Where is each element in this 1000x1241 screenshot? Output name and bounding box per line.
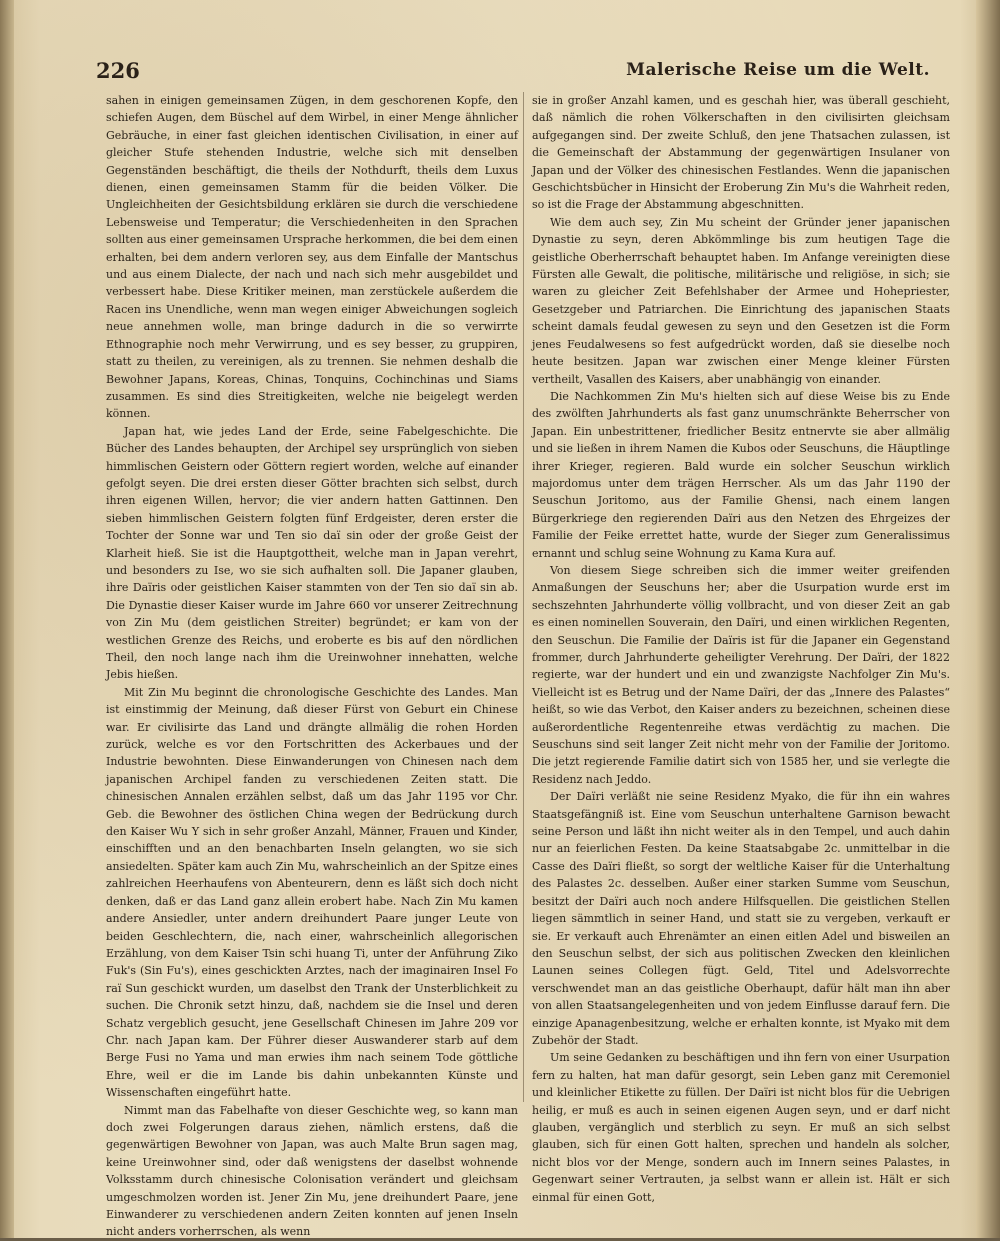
paragraph: sahen in einigen gemeinsamen Zügen, in dem geschorenen Kopfe, den schiefen Augen, dem Büschel auf dem Wirbel, in einer Menge ähnlicher Gebräuche, in einer fast gleichen identischen Civilisation, in einer auf gleicher Stufe stehenden Industrie, welche sich mit denselben Gegenständen beschäftigt, die theils der Nothdurft, theils dem Luxus dienen, einen gemeinsamen Stamm für die beiden Völker. Die Ungleichheiten der Gesichtsbildung erklären sie durch die verschiedene Lebensweise und Temperatur; die Verschiedenheiten in den Sprachen sollten aus einer gemeinsamen Ursprache herkommen, die bei dem einen erhalten, bei dem andern verloren sey, aus dem Einfalle der Mantschus und aus einem Dialecte, der nach und nach sich mehr ausgebildet und verbessert habe. Diese Kritiker meinen, man zerstückele außerdem die Racen ins Unendliche, wenn man wegen einiger Abweichungen sogleich neue annehmen wolle, man bringe dadurch in die so verwirrte Ethnographie noch mehr Verwirrung, und es sey besser, zu gruppiren, statt zu theilen, zu vereinigen, als zu trennen. Sie nehmen deshalb die Bewohner Japans, Koreas, Chinas, Tonquins, Cochinchinas und Siams zusammen. Es sind dies Streitigkeiten, welche nie beigelegt werden können. (106, 94, 518, 421)
paragraph: Wie dem auch sey, Zin Mu scheint der Gründer jener japanischen Dynastie zu seyn, deren Abkömmlinge bis zum heutigen Tage die geistliche Oberherrschaft behauptet haben. Im Anfange vereinigten diese Fürsten alle Gewalt, die politische, militärische und religiöse, in sich; sie waren zu gleicher Zeit Befehlshaber der Armee und Hohepriester, Gesetzgeber und Patriarchen. Die Einrichtung des japanischen Staats scheint damals feudal gewesen zu seyn und den Gesetzen ist die Form jenes Feudalwesens so fest aufgedrückt worden, daß sie dieselbe noch heute besitzen. Japan war zwischen einer Menge kleiner Fürsten vertheilt, Vasallen des Kaisers, aber unabhängig von einander. (532, 215, 950, 386)
left-column (106, 92, 518, 1239)
page-header (90, 56, 950, 86)
right-column (532, 92, 950, 1204)
paragraph: sie in großer Anzahl kamen, und es geschah hier, was überall geschieht, daß nämlich die rohen Völkerschaften in den civilisirten gleichsam aufgegangen sind. Der zweite Schluß, den jene Thatsachen zulassen, ist die Gemeinschaft der Abstammung der gegenwärtigen Insulaner von Japan und der Völker des chinesischen Festlandes. Wenn die japanischen Geschichtsbücher in Hinsicht der Eroberung Zin Mu's die Wahrheit reden, so ist die Frage der Abstammung abgeschnitten. (532, 94, 950, 212)
paragraph: Die Nachkommen Zin Mu's hielten sich auf diese Weise bis zu Ende des zwölften Jahrhunderts als fast ganz unumschränkte Beherrscher von Japan. Ein unbestrittener, friedlicher Besitz entnervte sie aber allmälig und sie ließen in ihrem Namen die Kubos oder Seuschuns, die Häuptlinge ihrer Krieger, regieren. Bald wurde ein solcher Seuschun wirklich majordomus unter dem trägen Herrscher. Als um das Jahr 1190 der Seuschun Joritomo, aus der Familie Ghensi, nach einem langen Bürgerkriege den regierenden Daïri aus den Netzen des Ehrgeizes der Familie der Feike errettet hatte, wurde der Sieger zum Generalissimus ernannt und schlug seine Wohnung zu Kama Kura auf. (532, 389, 950, 560)
page-edge-left (0, 0, 14, 1238)
page-edge-right (976, 0, 1000, 1238)
paragraph: Japan hat, wie jedes Land der Erde, seine Fabelgeschichte. Die Bücher des Landes behaupten, der Archipel sey ursprünglich von sieben himmlischen Geistern oder Göttern regiert worden, welche auf einander gefolgt seyen. Die drei ersten dieser Götter brachten sich selbst, durch ihren eigenen Willen, hervor; die vier andern hatten Gattinnen. Den sieben himmlischen Geistern folgten fünf Erdgeister, deren erster die Tochter der Sonne war und Ten sio daï sin oder der große Geist der Klarheit hieß. Sie ist die Hauptgottheit, welche man in Japan verehrt, und besonders zu Ise, wo sie sich aufhalten soll. Die Japaner glauben, ihre Daïris oder geistlichen Kaiser stammten von der Ten sio daï sin ab. Die Dynastie dieser Kaiser wurde im Jahre 660 vor unserer Zeitrechnung von Zin Mu (dem geistlichen Streiter) begründet; er kam von der westlichen Grenze des Reichs, und eroberte es bis auf den nördlichen Theil, den noch lange nach ihm die Ureinwohner innehatten, welche Jebis hießen. (106, 424, 518, 682)
paragraph: Mit Zin Mu beginnt die chronologische Geschichte des Landes. Man ist einstimmig der Meinung, daß dieser Fürst von Geburt ein Chinese war. Er civilisirte das Land und drängte allmälig die rohen Horden zurück, welche es vor den Fortschritten des Ackerbaues und der Industrie bewohnten. Diese Einwanderungen von Chinesen nach dem japanischen Archipel fanden zu verschiedenen Zeiten statt. Die chinesischen Annalen erzählen selbst, daß um das Jahr 1195 vor Chr. Geb. die Bewohner des östlichen China wegen der Bedrückung durch den Kaiser Wu Y sich in sehr großer Anzahl, Männer, Frauen und Kinder, einschifften und an den benachbarten Inseln gelangten, wo sie sich ansiedelten. Später kam auch Zin Mu, wahrscheinlich an der Spitze eines zahlreichen Heerhaufens von Abenteurern, denn es läßt sich doch nicht denken, daß er das Land ganz allein erobert habe. Nach Zin Mu kamen andere Ansiedler, unter andern dreihundert Paare junger Leute von beiden Geschlechtern, die, nach einer, wahrscheinlich allegorischen Erzählung, von dem Kaiser Tsin schi huang Ti, unter der Anführung Ziko Fuk's (Sin Fu's), eines geschickten Arztes, nach der imaginairen Insel Fo raï Sun geschickt wurden, um daselbst den Trank der Unsterblichkeit zu suchen. Die Chronik setzt hinzu, daß, nachdem sie die Insel und deren Schatz vergeblich gesucht, jene Gesellschaft Chinesen im Jahre 209 vor Chr. nach Japan kam. Der Führer dieser Auswanderer starb auf dem Berge Fusi no Yama und man erwies ihm nach seinem Tode göttliche Ehre, weil er die im Lande bis dahin unbekannten Künste und Wissenschaften eingeführt hatte. (106, 685, 518, 1100)
column-divider (523, 92, 524, 1102)
running-title: Malerische Reise um die Welt. (626, 60, 930, 80)
paragraph: Um seine Gedanken zu beschäftigen und ihn fern von einer Usurpation fern zu halten, hat man dafür gesorgt, sein Leben ganz mit Ceremoniel und kleinlicher Etikette zu füllen. Der Daïri ist nicht blos für die Uebrigen heilig, er muß es auch in seinen eigenen Augen seyn, und er darf nicht glauben, vergänglich und sterblich zu seyn. Er muß an sich selbst glauben, sich für einen Gott halten, sprechen und handeln als solcher, nicht blos vor der Menge, sondern auch im Innern seines Palastes, in Gegenwart seiner Vertrauten, ja selbst wann er allein ist. Hält er sich einmal für einen Gott, (532, 1051, 950, 1204)
page-number: 226 (96, 58, 140, 83)
paragraph: Der Daïri verläßt nie seine Residenz Myako, die für ihn ein wahres Staatsgefängniß ist. Eine vom Seuschun unterhaltene Garnison bewacht seine Person und läßt ihn nicht weiter als in den Tempel, und auch dahin nur an feierlichen Festen. Da keine Staatsabgabe 2c. unmittelbar in die Casse des Daïri fließt, so sorgt der weltliche Kaiser für die Unterhaltung des Palastes 2c. desselben. Außer einer starken Summe vom Seuschun, besitzt der Daïri auch noch andere Hilfsquellen. Die geistlichen Stellen liegen sämmtlich in seiner Hand, und statt sie zu vergeben, verkauft er sie. Er verkauft auch Ehrenämter an einen eitlen Adel und bisweilen an den Seuschun selbst, der sich aus politischen Zwecken den kleinlichen Launen seines Collegen fügt. Geld, Titel und Adelsvorrechte verschwendet man an das geistliche Oberhaupt, dafür hält man ihn aber von allen Staatsangelegenheiten und von jedem Einflusse darauf fern. Die einzige Apanagenbesitzung, welche er erhalten konnte, ist Myako mit dem Zubehör der Stadt. (532, 790, 950, 1047)
paragraph: Nimmt man das Fabelhafte von dieser Geschichte weg, so kann man doch zwei Folgerungen daraus ziehen, nämlich erstens, daß die gegenwärtigen Bewohner von Japan, was auch Malte Brun sagen mag, keine Ureinwohner sind, oder daß wenigstens der daselbst wohnende Volksstamm durch chinesische Colonisation verändert und gleichsam umgeschmolzen worden ist. Jener Zin Mu, jene dreihundert Paare, jene Einwanderer zu verschiedenen andern Zeiten konnten auf jenen Inseln nicht anders vorherrschen, als wenn (106, 1103, 518, 1239)
paragraph: Von diesem Siege schreiben sich die immer weiter greifenden Anmaßungen der Seuschuns her; aber die Usurpation wurde erst im sechszehnten Jahrhunderte völlig vollbracht, und von dieser Zeit an gab es einen nominellen Souverain, den Daïri, und einen wirklichen Regenten, den Seuschun. Die Familie der Daïris ist für die Japaner ein Gegenstand frommer, durch Jahrhunderte geheiligter Verehrung. Der Daïri, der 1822 regierte, war der hundert und ein und zwanzigste Nachfolger Zin Mu's. Vielleicht ist es Betrug und der Name Daïri, der das „Innere des Palastes“ heißt, so wie das Verbot, den Kaiser anders zu bezeichnen, scheinen diese außerordentliche Regentenreihe etwas verdächtig zu machen. Die Seuschuns sind seit langer Zeit nicht mehr von der Familie der Joritomo. Die jetzt regierende Familie datirt sich von 1585 her, und sie verlegte die Residenz nach Jeddo. (532, 563, 950, 786)
